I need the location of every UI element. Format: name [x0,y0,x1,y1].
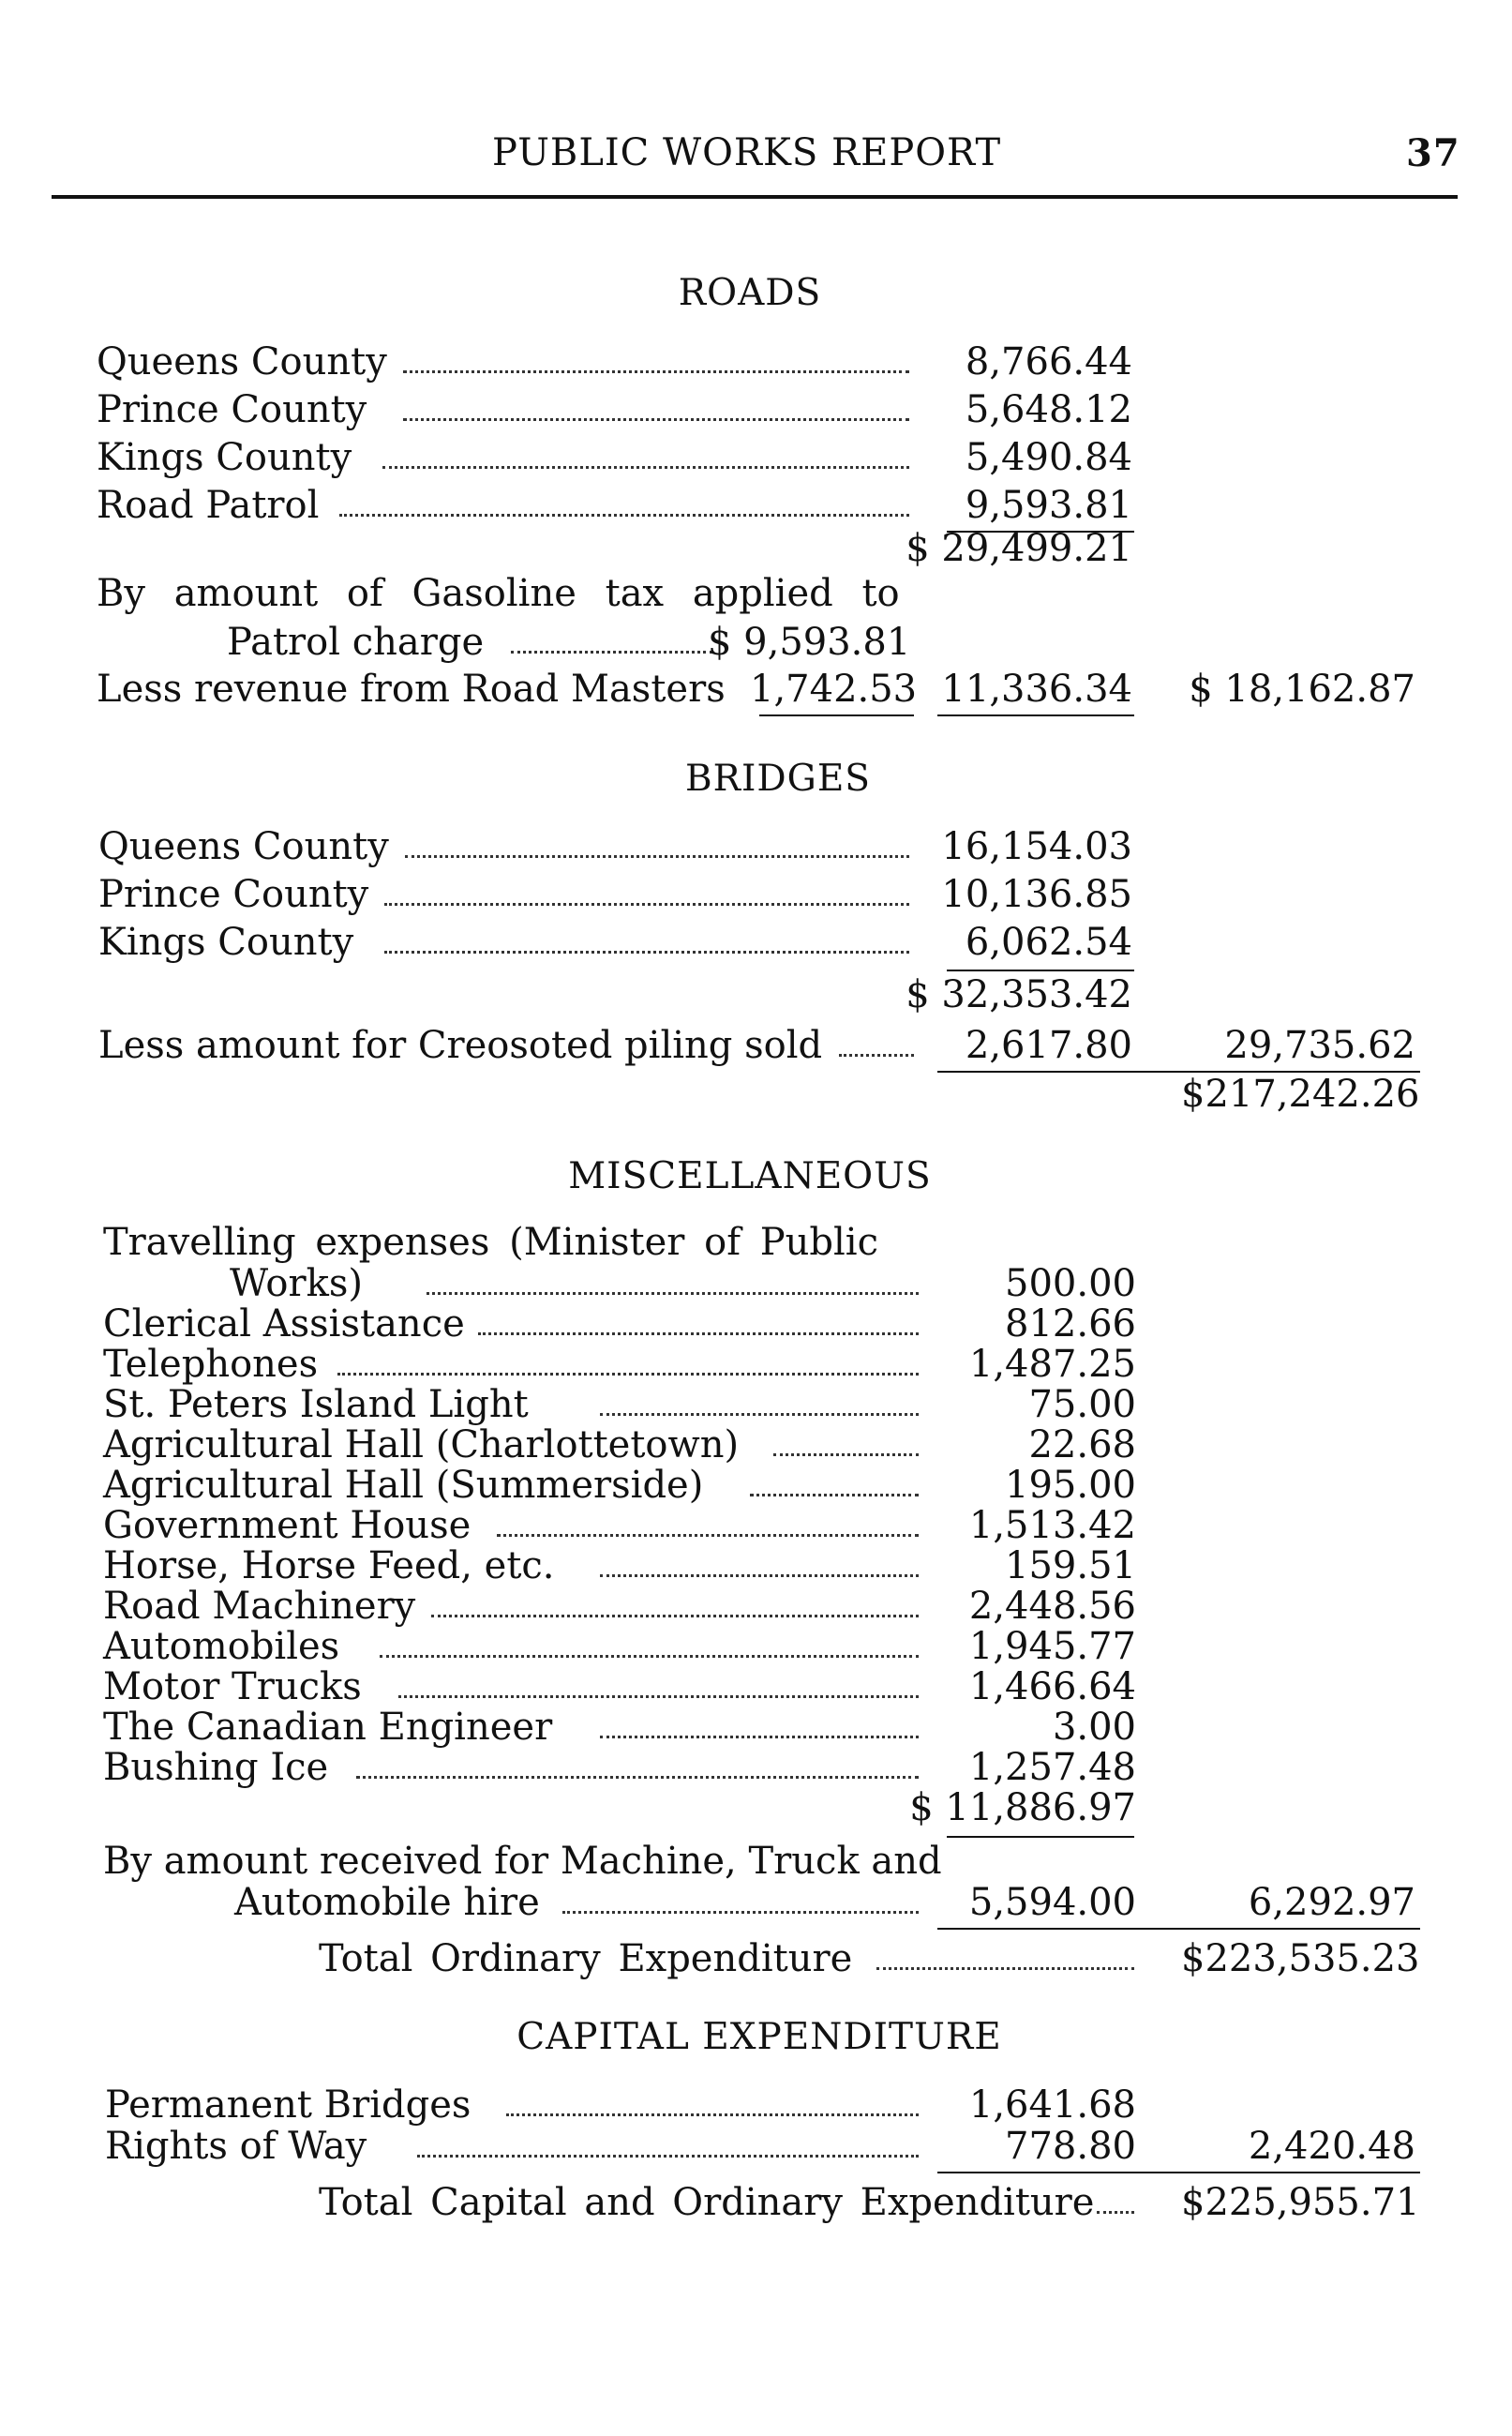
leader-dots [380,1655,919,1658]
misc-item-amount: 1,513.42 [968,1504,1136,1547]
misc-item-amount: 75.00 [1028,1383,1136,1426]
leader-dots [403,370,909,373]
leader-dots [511,651,712,654]
leader-dots [382,466,909,469]
misc-item-label: Automobiles [103,1625,340,1668]
capital-item-label: Rights of Way [105,2125,367,2168]
leader-dots [337,1373,919,1376]
leader-dots [750,1494,919,1496]
leader-dots [398,1695,919,1698]
misc-item-label: Agricultural Hall (Summerside) [103,1464,704,1507]
misc-item-label: Government House [103,1504,472,1547]
misc-subtotal: $ 11,886.97 [909,1786,1136,1829]
roads-subtotal: $ 29,499.21 [906,527,1132,570]
roads-item-amount: 5,648.12 [965,388,1132,431]
misc-item-label: Clerical Assistance [103,1302,465,1346]
bridges-item-amount: 16,154.03 [941,825,1132,868]
leader-dots [562,1911,919,1914]
leader-dots [600,1413,919,1416]
leader-dots [497,1534,919,1537]
grand-total: $225,955.71 [1181,2181,1420,2224]
leader-dots [839,1054,914,1057]
section-heading-misc: MISCELLANEOUS [568,1155,932,1197]
bridges-item-label: Prince County [98,873,369,916]
ordinary-total-label: Total Ordinary Expenditure [319,1937,853,1980]
misc-item-amount: 1,487.25 [968,1343,1136,1386]
bridges-net: 29,735.62 [1224,1024,1415,1067]
leader-dots [384,951,909,954]
section-heading-capital: CAPITAL EXPENDITURE [516,2016,1002,2058]
bridges-item-label: Kings County [98,921,354,964]
misc-item-amount: 812.66 [1005,1302,1136,1346]
misc-item-amount: 1,945.77 [968,1625,1136,1668]
bridges-less-label: Less amount for Creosoted piling sold [98,1024,823,1067]
misc-item-amount: 22.68 [1028,1423,1136,1466]
page-title: PUBLIC WORKS REPORT [492,131,1002,174]
leader-dots [356,1776,919,1779]
capital-item-amount: 778.80 [1005,2125,1136,2168]
capital-item-label: Permanent Bridges [105,2083,472,2127]
misc-item-label: Agricultural Hall (Charlottetown) [103,1423,740,1466]
section-heading-bridges: BRIDGES [684,758,872,800]
ordinary-total: $223,535.23 [1181,1937,1420,1980]
leader-dots [1097,2211,1134,2214]
capital-item-amount: 1,641.68 [968,2083,1136,2127]
total-rule [937,2172,1420,2173]
leader-dots [478,1332,919,1335]
misc-item-amount: 500.00 [1005,1262,1136,1305]
misc-hire-line: Automobile hire [234,1881,540,1924]
bridges-item-amount: 6,062.54 [965,921,1132,964]
misc-item-label: St. Peters Island Light [103,1383,529,1426]
roads-less-amount: 1,742.53 [750,668,918,711]
bridges-less-amount: 2,617.80 [965,1024,1132,1067]
misc-item-label: Bushing Ice [103,1746,329,1789]
page-number: 37 [1406,131,1460,175]
misc-item-label: Horse, Horse Feed, etc. [103,1544,555,1587]
misc-item-amount: 1,257.48 [968,1746,1136,1789]
running-total: $217,242.26 [1181,1073,1420,1116]
bridges-subtotal: $ 32,353.42 [906,973,1132,1016]
misc-item-amount: 1,466.64 [968,1665,1136,1708]
leader-dots [405,855,909,858]
roads-deduction-total: 11,336.34 [941,668,1132,711]
misc-item-label: Motor Trucks [103,1665,362,1708]
misc-item-label: Telephones [103,1343,319,1386]
misc-hire-amount: 5,594.00 [968,1881,1136,1924]
misc-hire-line: By amount received for Machine, Truck and [103,1840,942,1883]
grand-total-label: Total Capital and Ordinary Expenditure [319,2181,1095,2224]
leader-dots [431,1615,919,1617]
misc-item-amount: 3.00 [1052,1706,1136,1749]
roads-item-amount: 9,593.81 [965,484,1132,527]
leader-dots [773,1453,919,1456]
bridges-item-amount: 10,136.85 [941,873,1132,916]
total-rule [937,1928,1420,1930]
leader-dots [417,2155,919,2158]
leader-dots [600,1574,919,1577]
roads-item-amount: 5,490.84 [965,436,1132,479]
roads-item-label: Prince County [97,388,367,431]
amount-rule [759,714,914,716]
roads-item-amount: 8,766.44 [965,340,1132,383]
capital-net: 2,420.48 [1248,2125,1415,2168]
section-heading-roads: ROADS [678,272,822,314]
roads-less-label: Less revenue from Road Masters [97,668,726,711]
leader-dots [403,418,909,421]
misc-item-label: Travelling expenses (Minister of Public [103,1221,878,1264]
leader-dots [339,514,909,517]
leader-dots [384,903,909,906]
header-rule [52,195,1458,199]
roads-gas-line: Patrol charge [227,621,485,664]
misc-item-label: Works) [230,1262,363,1305]
amount-rule [937,714,1134,716]
misc-item-label: Road Machinery [103,1585,416,1628]
leader-dots [427,1292,919,1295]
roads-net: $ 18,162.87 [1189,668,1415,711]
subtotal-rule [947,1836,1134,1838]
misc-item-amount: 195.00 [1005,1464,1136,1507]
roads-gas-line: By amount of Gasoline tax applied to [97,572,900,615]
roads-item-label: Queens County [97,340,387,383]
roads-item-label: Kings County [97,436,352,479]
bridges-item-label: Queens County [98,825,389,868]
leader-dots [506,2113,919,2116]
subtotal-rule [947,970,1134,971]
leader-dots [600,1736,919,1738]
leader-dots [876,1967,1134,1970]
misc-item-amount: 2,448.56 [968,1585,1136,1628]
misc-item-label: The Canadian Engineer [103,1706,553,1749]
roads-gas-amount: $ 9,593.81 [708,621,911,664]
misc-item-amount: 159.51 [1005,1544,1136,1587]
misc-net: 6,292.97 [1248,1881,1415,1924]
roads-item-label: Road Patrol [97,484,320,527]
